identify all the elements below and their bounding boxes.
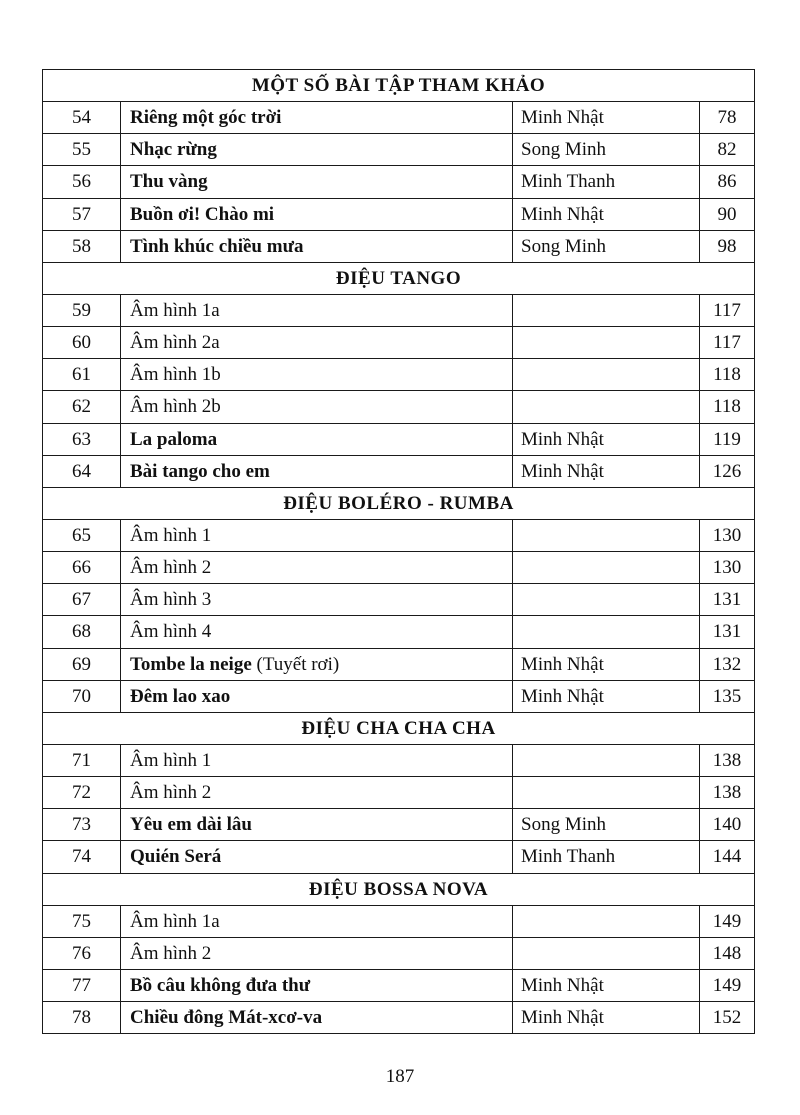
entry-title-cell <box>121 294 513 326</box>
entry-title: Yêu em dài lâu <box>130 814 252 836</box>
entry-title: Âm hình 1 <box>130 750 212 772</box>
entry-page: 132 <box>700 648 755 680</box>
toc-body <box>43 70 755 1034</box>
table-row <box>43 841 755 873</box>
entry-number: 61 <box>43 359 121 391</box>
entry-title: Buồn ơi! Chào mi <box>130 203 275 225</box>
table-row <box>43 680 755 712</box>
entry-page: 78 <box>700 102 755 134</box>
entry-author: Minh Nhật <box>513 423 700 455</box>
entry-number: 68 <box>43 616 121 648</box>
entry-number: 70 <box>43 680 121 712</box>
entry-page: 98 <box>700 230 755 262</box>
entry-page: 90 <box>700 198 755 230</box>
entry-page: 149 <box>700 905 755 937</box>
entry-number: 78 <box>43 1002 121 1034</box>
entry-author <box>513 616 700 648</box>
entry-title-note: (Tuyết rơi) <box>251 653 340 675</box>
entry-page: 130 <box>700 519 755 551</box>
table-row <box>43 809 755 841</box>
table-row <box>43 969 755 1001</box>
entry-number: 74 <box>43 841 121 873</box>
entry-title-cell <box>121 905 513 937</box>
entry-page: 144 <box>700 841 755 873</box>
entry-page: 82 <box>700 134 755 166</box>
entry-author: Minh Nhật <box>513 648 700 680</box>
entry-page: 117 <box>700 294 755 326</box>
entry-title-cell <box>121 809 513 841</box>
entry-title-cell <box>121 391 513 423</box>
entry-page: 149 <box>700 969 755 1001</box>
table-row <box>43 294 755 326</box>
entry-title-cell <box>121 519 513 551</box>
entry-author: Song Minh <box>513 809 700 841</box>
entry-title: Nhạc rừng <box>130 139 217 161</box>
entry-title-cell <box>121 552 513 584</box>
entry-author <box>513 937 700 969</box>
table-row <box>43 455 755 487</box>
entry-page: 118 <box>700 391 755 423</box>
table-row <box>43 102 755 134</box>
entry-title-cell <box>121 744 513 776</box>
entry-author: Minh Nhật <box>513 680 700 712</box>
entry-number: 75 <box>43 905 121 937</box>
entry-author <box>513 294 700 326</box>
entry-author <box>513 327 700 359</box>
entry-title-cell <box>121 423 513 455</box>
entry-page: 131 <box>700 616 755 648</box>
entry-title-cell <box>121 102 513 134</box>
entry-author: Minh Nhật <box>513 1002 700 1034</box>
entry-author: Song Minh <box>513 230 700 262</box>
entry-author <box>513 552 700 584</box>
entry-title-cell <box>121 969 513 1001</box>
entry-number: 67 <box>43 584 121 616</box>
table-row <box>43 391 755 423</box>
entry-number: 76 <box>43 937 121 969</box>
table-row <box>43 584 755 616</box>
entry-page: 86 <box>700 166 755 198</box>
section-title: MỘT SỐ BÀI TẬP THAM KHẢO <box>43 70 755 102</box>
entry-number: 71 <box>43 744 121 776</box>
entry-number: 77 <box>43 969 121 1001</box>
entry-author: Song Minh <box>513 134 700 166</box>
entry-author: Minh Thanh <box>513 166 700 198</box>
entry-page: 148 <box>700 937 755 969</box>
entry-title: Âm hình 4 <box>130 621 212 643</box>
table-of-contents <box>42 69 755 1034</box>
entry-number: 57 <box>43 198 121 230</box>
entry-author <box>513 905 700 937</box>
table-row <box>43 166 755 198</box>
table-row <box>43 359 755 391</box>
entry-author: Minh Nhật <box>513 198 700 230</box>
entry-author: Minh Nhật <box>513 102 700 134</box>
entry-number: 60 <box>43 327 121 359</box>
table-row <box>43 937 755 969</box>
entry-page: 118 <box>700 359 755 391</box>
entry-title-cell <box>121 841 513 873</box>
section-title: ĐIỆU BOLÉRO - RUMBA <box>43 487 755 519</box>
entry-title: Âm hình 2 <box>130 942 212 964</box>
entry-title-cell <box>121 198 513 230</box>
entry-title-cell <box>121 327 513 359</box>
entry-number: 66 <box>43 552 121 584</box>
table-row <box>43 198 755 230</box>
entry-title: Tombe la neige <box>130 653 252 675</box>
entry-title-cell <box>121 680 513 712</box>
entry-title: Âm hình 2 <box>130 782 212 804</box>
entry-title-cell <box>121 777 513 809</box>
entry-page: 117 <box>700 327 755 359</box>
entry-page: 135 <box>700 680 755 712</box>
entry-number: 56 <box>43 166 121 198</box>
section-title: ĐIỆU TANGO <box>43 262 755 294</box>
entry-title: Chiều đông Mát-xcơ-va <box>130 1007 323 1029</box>
entry-title: Bồ câu không đưa thư <box>130 975 311 996</box>
entry-title: Âm hình 2b <box>130 396 221 418</box>
table-row <box>43 423 755 455</box>
entry-number: 72 <box>43 777 121 809</box>
table-row <box>43 744 755 776</box>
entry-title-cell <box>121 584 513 616</box>
entry-title: Tình khúc chiều mưa <box>130 235 304 257</box>
entry-number: 55 <box>43 134 121 166</box>
entry-title: Riêng một góc trời <box>130 107 282 129</box>
entry-author <box>513 584 700 616</box>
entry-title-cell <box>121 616 513 648</box>
entry-title: Âm hình 1a <box>130 300 220 322</box>
entry-number: 63 <box>43 423 121 455</box>
entry-number: 59 <box>43 294 121 326</box>
entry-title: Âm hình 1 <box>130 525 212 547</box>
entry-author <box>513 744 700 776</box>
entry-page: 131 <box>700 584 755 616</box>
entry-title-cell <box>121 937 513 969</box>
entry-title-cell <box>121 455 513 487</box>
entry-title: Quién Será <box>130 846 222 868</box>
entry-page: 152 <box>700 1002 755 1034</box>
section-header-row <box>43 487 755 519</box>
section-header-row <box>43 70 755 102</box>
table-row <box>43 648 755 680</box>
table-row <box>43 327 755 359</box>
entry-page: 138 <box>700 777 755 809</box>
entry-page: 126 <box>700 455 755 487</box>
entry-number: 64 <box>43 455 121 487</box>
entry-number: 73 <box>43 809 121 841</box>
entry-title: Đêm lao xao <box>130 685 231 707</box>
entry-author: Minh Nhật <box>513 969 700 1001</box>
table-row <box>43 134 755 166</box>
entry-number: 62 <box>43 391 121 423</box>
entry-number: 54 <box>43 102 121 134</box>
entry-author <box>513 391 700 423</box>
entry-title: Âm hình 1a <box>130 910 220 932</box>
table-row <box>43 552 755 584</box>
entry-title: La paloma <box>130 428 218 450</box>
table-row <box>43 777 755 809</box>
entry-number: 65 <box>43 519 121 551</box>
entry-author <box>513 359 700 391</box>
table-row <box>43 905 755 937</box>
entry-author <box>513 519 700 551</box>
entry-author <box>513 777 700 809</box>
entry-number: 58 <box>43 230 121 262</box>
entry-page: 119 <box>700 423 755 455</box>
entry-page: 140 <box>700 809 755 841</box>
table-row <box>43 1002 755 1034</box>
entry-title: Thu vàng <box>130 171 208 193</box>
entry-title: Âm hình 2 <box>130 557 212 579</box>
section-header-row <box>43 873 755 905</box>
table-row <box>43 616 755 648</box>
page-number: 187 <box>385 1066 415 1087</box>
entry-title-cell <box>121 648 513 680</box>
entry-title: Âm hình 1b <box>130 364 221 386</box>
section-header-row <box>43 712 755 744</box>
entry-author: Minh Nhật <box>513 455 700 487</box>
section-title: ĐIỆU CHA CHA CHA <box>43 712 755 744</box>
entry-title-cell <box>121 166 513 198</box>
entry-title-cell <box>121 1002 513 1034</box>
section-header-row <box>43 262 755 294</box>
entry-title: Bài tango cho em <box>130 460 270 482</box>
section-title: ĐIỆU BOSSA NOVA <box>43 873 755 905</box>
entry-number: 69 <box>43 648 121 680</box>
entry-title-cell <box>121 230 513 262</box>
entry-title: Âm hình 2a <box>130 332 220 354</box>
entry-title-cell <box>121 359 513 391</box>
entry-author: Minh Thanh <box>513 841 700 873</box>
entry-title-cell <box>121 134 513 166</box>
table-row <box>43 519 755 551</box>
entry-page: 130 <box>700 552 755 584</box>
table-row <box>43 230 755 262</box>
entry-title: Âm hình 3 <box>130 589 212 611</box>
entry-page: 138 <box>700 744 755 776</box>
